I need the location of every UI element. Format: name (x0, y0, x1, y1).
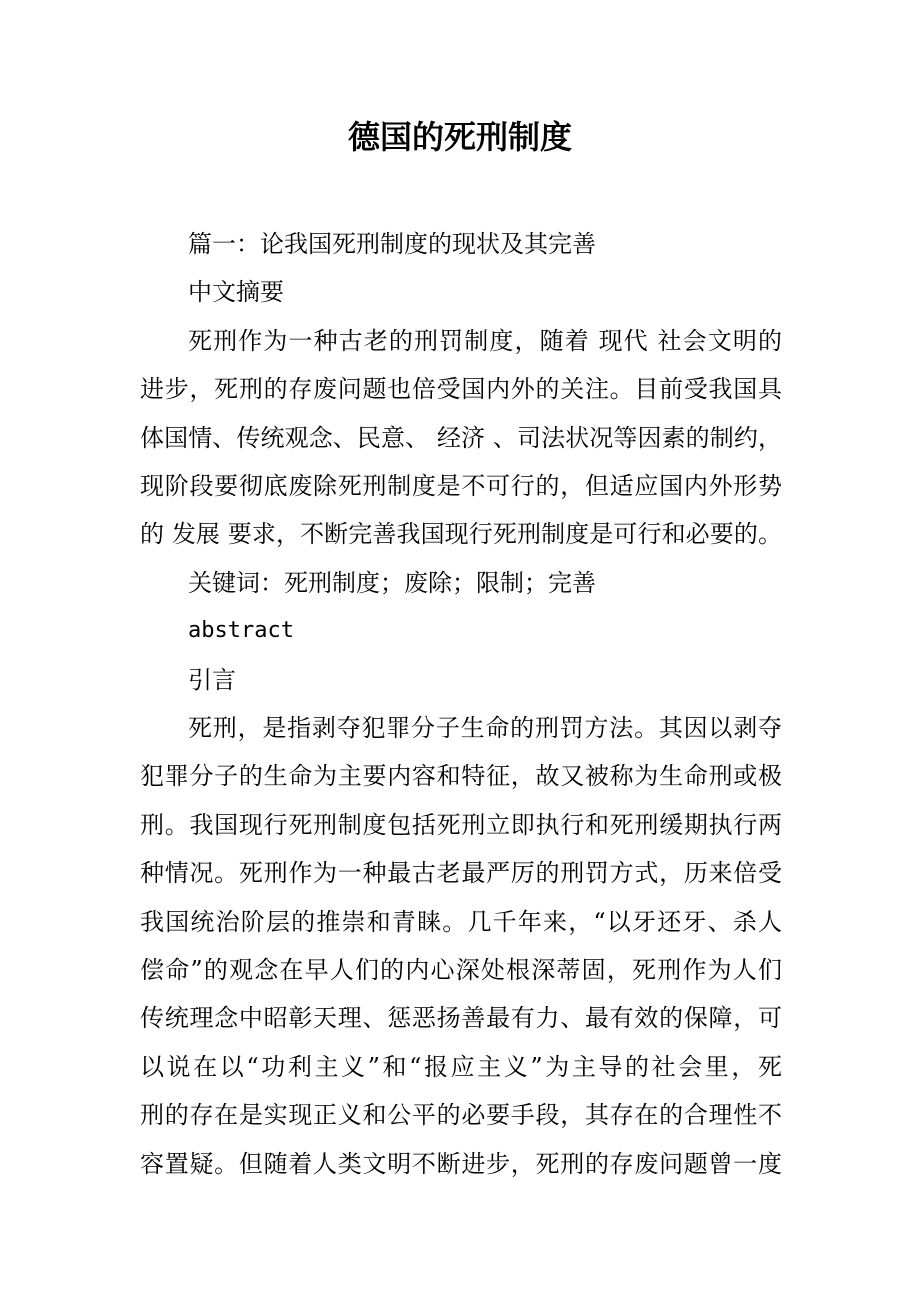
text-line: 死刑，是指剥夺犯罪分子生命的刑罚方法。其因以剥夺 (188, 714, 782, 742)
text-line: 传统理念中昭彰天理、惩恶扬善最有力、最有效的保障，可 (140, 1004, 782, 1033)
text-line: 死刑作为一种古老的刑罚制度，随着 现代 社会文明的 (188, 326, 782, 355)
text-line: abstract (188, 618, 294, 644)
text-line: 容置疑。但随着人类文明不断进步，死刑的存废问题曾一度 (140, 1149, 782, 1178)
text-line: 犯罪分子的生命为主要内容和特征，故又被称为生命刑或极 (140, 762, 782, 791)
text-line: 体国情、传统观念、民意、 经济 、司法状况等因素的制约， (140, 423, 782, 452)
text-line: 的 发展 要求，不断完善我国现行死刑制度是可行和必要的。 (140, 520, 782, 549)
document-title: 德国的死刑制度 (347, 118, 572, 156)
text-line: 种情况。死刑作为一种最古老最严厉的刑罚方式，历来倍受 (140, 859, 782, 888)
text-line: 我国统治阶层的推崇和青睐。几千年来，“以牙还牙、杀人 (140, 907, 782, 936)
text-line: 引言 (188, 665, 236, 694)
text-line: 刑。我国现行死刑制度包括死刑立即执行和死刑缓期执行两 (140, 810, 782, 839)
text-line: 关键词：死刑制度；废除；限制；完善 (188, 568, 596, 597)
text-line: 以说在以“功利主义”和“报应主义”为主导的社会里，死 (140, 1052, 782, 1081)
text-line: 进步，死刑的存废问题也倍受国内外的关注。目前受我国具 (140, 375, 782, 404)
text-line: 偿命”的观念在早人们的内心深处根深蒂固，死刑作为人们 (140, 956, 782, 984)
text-line: 刑的存在是实现正义和公平的必要手段，其存在的合理性不 (140, 1101, 782, 1130)
text-line: 中文摘要 (188, 278, 284, 307)
text-line: 现阶段要彻底废除死刑制度是不可行的，但适应国内外形势 (140, 472, 782, 500)
text-line: 篇一：论我国死刑制度的现状及其完善 (188, 230, 596, 258)
